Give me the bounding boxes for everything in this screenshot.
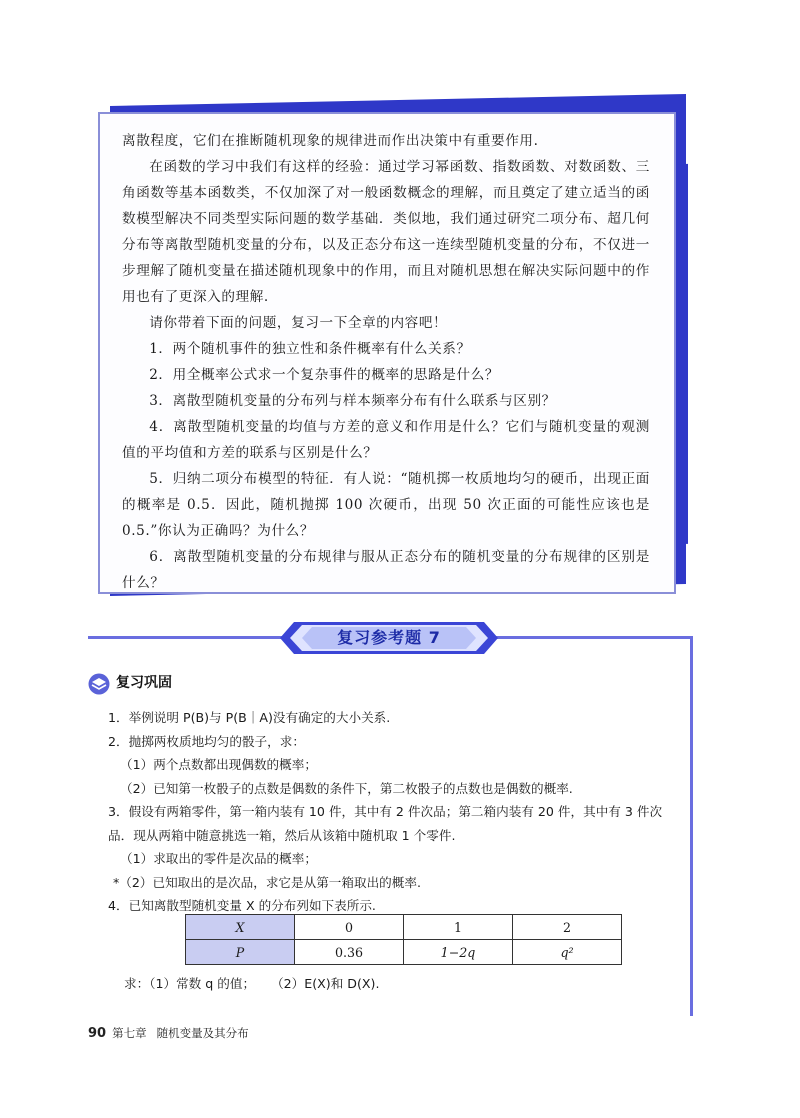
exercise-3-part-1: （1）求取出的零件是次品的概率； — [120, 851, 317, 866]
section-title: 复习参考题 7 — [337, 628, 441, 647]
table-row — [186, 940, 622, 965]
review-question-6: 6．离散型随机变量的分布规律与服从正态分布的随机变量的分布规律的区别是什么？ — [122, 549, 650, 591]
chapter-summary-box — [98, 112, 676, 594]
exercise-4-questions — [124, 973, 379, 995]
ask-prefix: 求： — [124, 976, 150, 991]
exercise-2-part-1: （1）两个点数都出现偶数的概率； — [120, 757, 317, 772]
review-question-4: 4．离散型随机变量的均值与方差的意义和作用是什么？它们与随机变量的观测值的平均值和方差的联系与区别是什么？ — [122, 419, 650, 461]
optional-mark: * — [113, 874, 120, 890]
review-question-5: 5．归纳二项分布模型的特征．有人说：“随机掷一枚质地均匀的硬币，出现正面的概率是 0.5．因此，随机抛掷 100 次硬币，出现 50 次正面的可能性应该也是 0.5.”你认为正确吗？为什么？ — [122, 471, 650, 539]
summary-paragraph-0: 离散程度，它们在推断随机现象的规律进而作出决策中有重要作用. — [122, 133, 539, 149]
exercise-2: 2．抛掷两枚质地均匀的骰子，求： — [108, 733, 305, 749]
table-cell: 1 — [404, 915, 513, 940]
review-layers-icon — [88, 673, 110, 695]
distribution-table — [185, 914, 622, 965]
table-header-cell: X — [186, 915, 295, 940]
ask-part-2: （2）E(X)和 D(X). — [271, 976, 380, 991]
table-cell: 0 — [295, 915, 404, 940]
exercise-2-part-2: （2）已知第一枚骰子的点数是偶数的条件下，第二枚骰子的点数也是偶数的概率. — [120, 780, 573, 796]
subsection-title: 复习巩固 — [116, 675, 172, 691]
exercise-3-part-2-row — [108, 871, 682, 895]
chapter-label: 第七章 — [112, 1026, 147, 1040]
exercise-3-part-2: （2）已知取出的是次品，求它是从第一箱取出的概率. — [119, 874, 421, 890]
table-cell: 2 — [513, 915, 622, 940]
table-row — [186, 915, 622, 940]
exercise-1: 1．举例说明 P(B)与 P(B｜A)没有确定的大小关系. — [108, 710, 391, 725]
table-header-cell: P — [186, 940, 295, 965]
table-cell: q² — [513, 940, 622, 965]
summary-paragraph-2: 请你带着下面的问题，复习一下全章的内容吧！ — [149, 315, 448, 331]
exercise-4: 4．已知离散型随机变量 X 的分布列如下表所示. — [108, 898, 376, 913]
ask-part-1: （1）常数 q 的值； — [149, 976, 256, 991]
table-cell: 0.36 — [295, 940, 404, 965]
section-side-line — [690, 636, 693, 1016]
review-question-1: 1．两个随机事件的独立性和条件概率有什么关系？ — [149, 341, 471, 357]
exercise-3: 3．假设有两箱零件，第一箱内装有 10 件，其中有 2 件次品；第二箱内装有 20 件，其中有 3 件次品．现从两箱中随意挑选一箱，然后从该箱中随机取 1 个零件. — [108, 804, 663, 843]
summary-paragraph-1: 在函数的学习中我们有这样的经验：通过学习幂函数、指数函数、对数函数、三角函数等基本函数类，不仅加深了对一般函数概念的理解，而且奠定了建立适当的函数模型解决不同类型实际问题的数学基础．类似地，我们通过研究二项分布、超几何分布等离散型随机变量的分布，以及正态分布这一连续型随机变量的分布，不仅进一步理解了随机变量在描述随机现象中的作用，而且对随机思想在解决实际问题中的作用也有了更深入的理解. — [122, 159, 650, 305]
table-cell: 1−2q — [404, 940, 513, 965]
chapter-title: 随机变量及其分布 — [156, 1026, 249, 1040]
review-question-2: 2．用全概率公式求一个复杂事件的概率的思路是什么？ — [149, 367, 500, 383]
review-question-3: 3．离散型随机变量的分布列与样本频率分布有什么联系与区别？ — [149, 393, 556, 409]
page-footer — [88, 1024, 249, 1043]
section-title-ribbon — [280, 622, 498, 654]
page-number: 90 — [88, 1026, 107, 1041]
exercise-list — [108, 706, 682, 918]
